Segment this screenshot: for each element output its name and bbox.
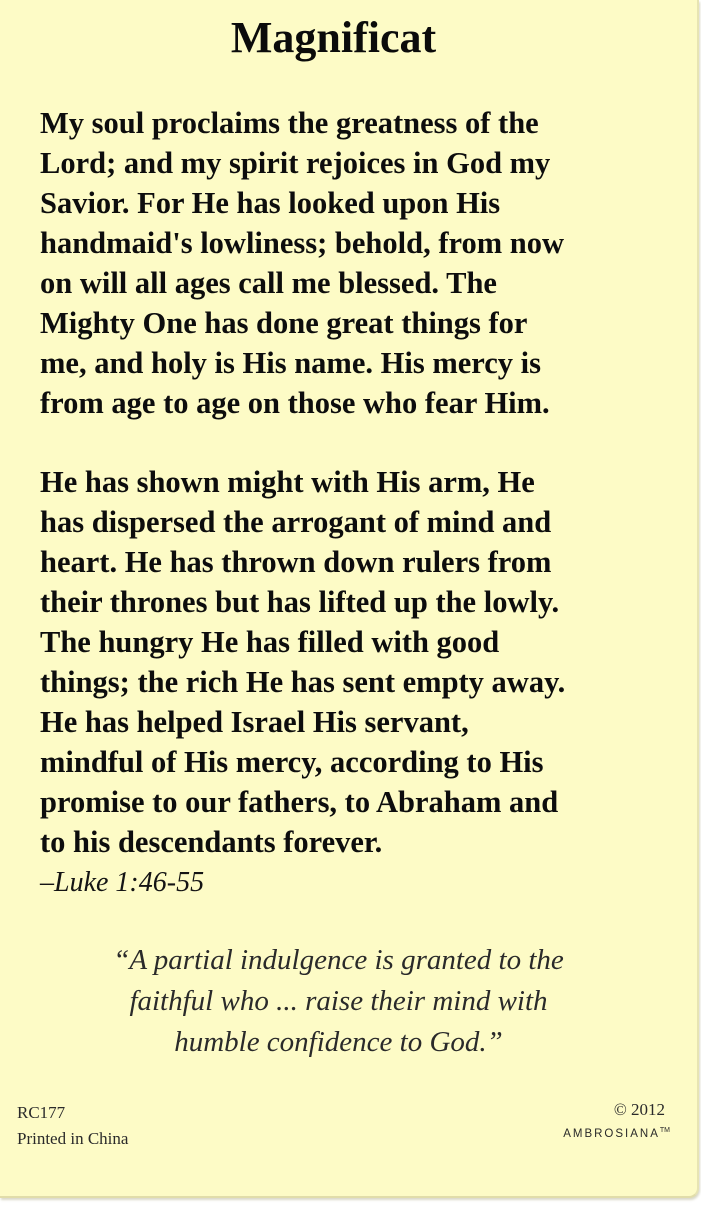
prayer-line: promise to our fathers, to Abraham and — [40, 785, 559, 819]
prayer-paragraph-1 — [40, 103, 640, 423]
prayer-line: heart. He has thrown down rulers from — [40, 545, 552, 579]
prayer-line: to his descendants forever. — [40, 825, 383, 859]
quote-line: humble confidence to God.” — [174, 1026, 503, 1058]
product-code: RC177 — [17, 1103, 66, 1122]
prayer-line: on will all ages call me blessed. The — [40, 266, 497, 300]
prayer-line: handmaid's lowliness; behold, from now — [40, 226, 564, 260]
prayer-line: Savior. For He has looked upon His — [40, 186, 501, 220]
prayer-line: their thrones but has lifted up the lowly. — [40, 585, 560, 619]
prayer-line: mindful of His mercy, according to His — [40, 745, 544, 779]
prayer-line: has dispersed the arrogant of mind and — [40, 505, 552, 539]
prayer-line: My soul proclaims the greatness of the — [40, 106, 539, 140]
indulgence-quote — [0, 940, 677, 1063]
footer-print-info — [17, 1100, 128, 1152]
copyright-notice: © 2012 — [613, 1100, 665, 1119]
quote-line: “A partial indulgence is granted to the — [113, 944, 564, 976]
prayer-line: Mighty One has done great things for — [40, 306, 528, 340]
prayer-paragraph-2 — [40, 462, 640, 862]
publisher-logo — [563, 1122, 670, 1143]
quote-line: faithful who ... raise their mind with — [129, 985, 548, 1017]
trademark-mark: TM — [659, 1127, 670, 1134]
prayer-line: from age to age on those who fear Him. — [40, 386, 550, 420]
footer-publisher-info — [520, 1098, 670, 1143]
prayer-line: Lord; and my spirit rejoices in God my — [40, 146, 551, 180]
prayer-line: things; the rich He has sent empty away. — [40, 665, 566, 699]
scripture-citation: –Luke 1:46-55 — [40, 867, 205, 898]
publisher-name: AMBROSIANA — [563, 1127, 660, 1140]
prayer-line: me, and holy is His name. His mercy is — [40, 346, 542, 380]
prayer-line: The hungry He has filled with good — [40, 625, 500, 659]
prayer-line: He has shown might with His arm, He — [40, 465, 535, 499]
card-title: Magnificat — [230, 13, 437, 62]
printed-in: Printed in China — [17, 1129, 129, 1148]
prayer-line: He has helped Israel His servant, — [40, 705, 469, 739]
